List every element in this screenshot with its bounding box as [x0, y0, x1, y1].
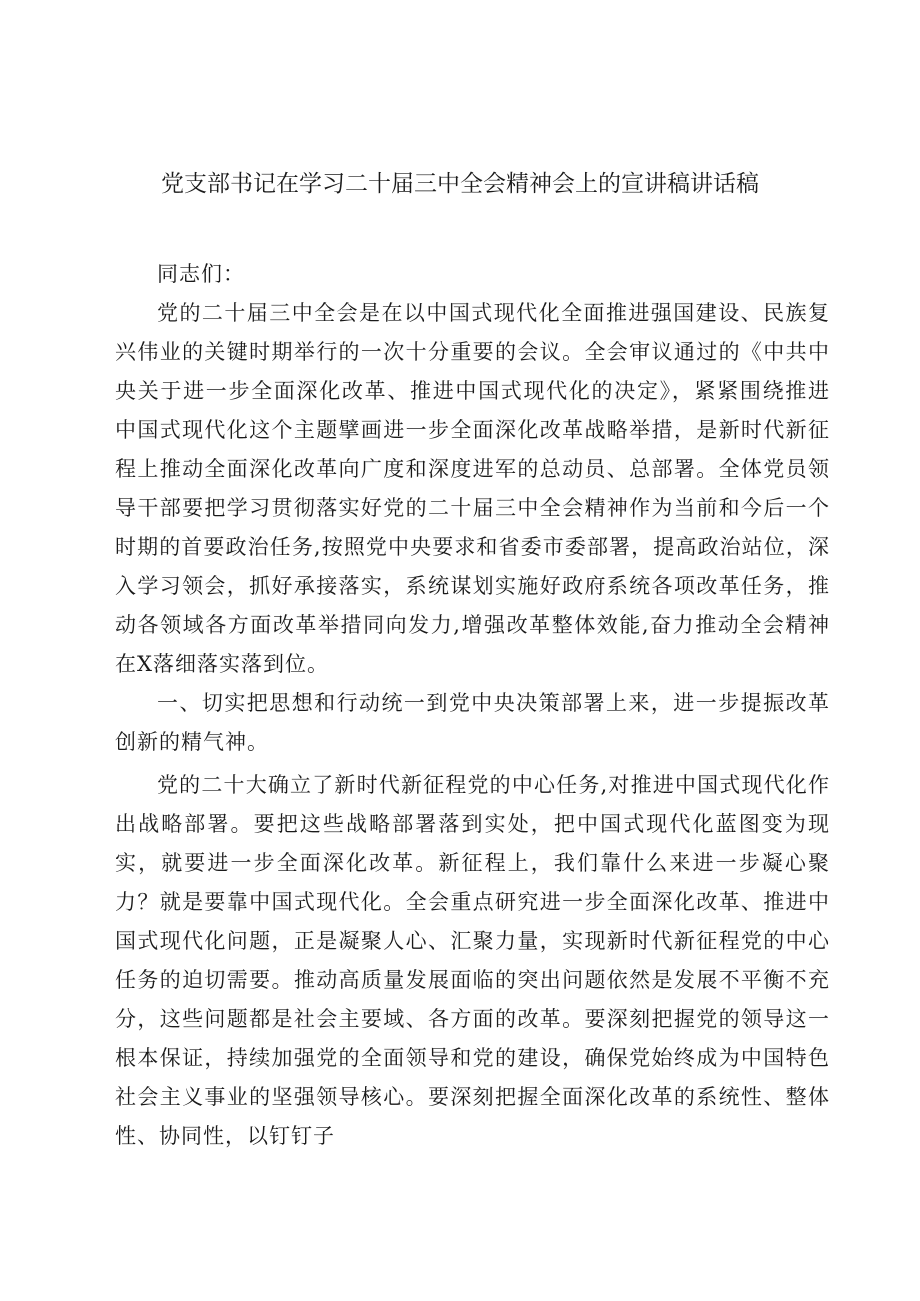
paragraph-section-1: 党的二十大确立了新时代新征程党的中心任务,对推进中国式现代化作出战略部署。要把这些战略部署落到实处，把中国式现代化蓝图变为现实，就要进一步全面深化改革。新征程上，我们靠什么来进一步凝心聚力？就是要靠中国式现代化。全会重点研究进一步全面深化改革、推进中国式现代化问题，正是凝聚人心、汇聚力量，实现新时代新征程党的中心任务的迫切需要。推动高质量发展面临的突出问题依然是发展不平衡不充分，这些问题都是社会主要域、各方面的改革。要深刻把握党的领导这一根本保证，持续加强党的全面领导和党的建设，确保党始终成为中国特色社会主义事业的坚强领导核心。要深刻把握全面深化改革的系统性、整体性、协同性，以钉钉子 [115, 773, 830, 1148]
paragraph-intro: 党的二十届三中全会是在以中国式现代化全面推进强国建设、民族复兴伟业的关键时期举行的一次十分重要的会议。全会审议通过的《中共中央关于进一步全面深化改革、推进中国式现代化的决定》，紧紧围绕推进中国式现代化这个主题擘画进一步全面深化改革战略举措，是新时代新征程上推动全面深化改革向广度和深度进军的总动员、总部署。全体党员领导干部要把学习贯彻落实好党的二十届三中全会精神作为当前和今后一个时期的首要政治任务,按照党中央要求和省委市委部署，提高政治站位，深入学习领会，抓好承接落实，系统谋划实施好政府系统各项改革任务，推动各领域各方面改革举措同向发力,增强改革整体效能,奋力推动全会精神在X落细落实落到位。 [115, 301, 830, 676]
section-heading-1: 一、切实把思想和行动统一到党中央决策部署上来，进一步提振改革创新的精气神。 [115, 691, 830, 754]
greeting: 同志们： [157, 262, 245, 286]
document-body [115, 255, 830, 1156]
document-title: 党支部书记在学习二十届三中全会精神会上的宣讲稿讲话稿 [161, 171, 759, 197]
